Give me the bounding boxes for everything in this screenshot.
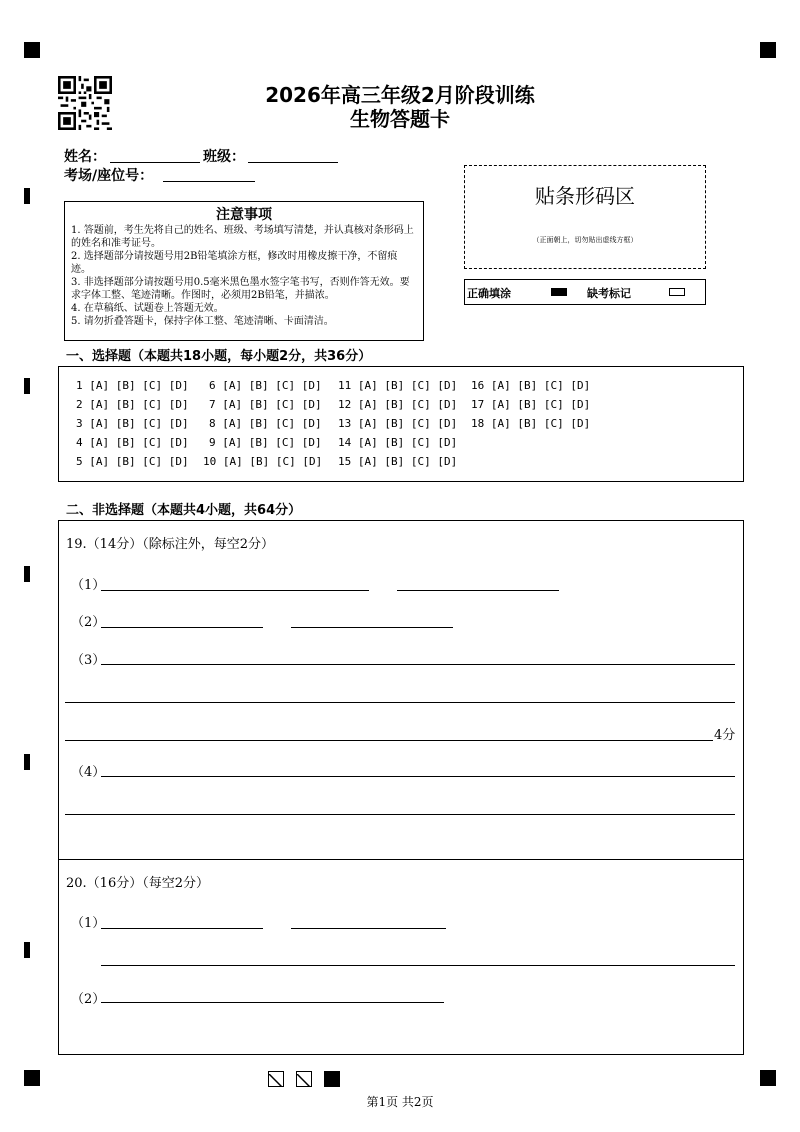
section2-heading: 二、非选择题（本题共4小题，共64分）	[66, 503, 302, 518]
page-subtitle: 生物答题卡	[350, 107, 450, 131]
q20-answer-box	[58, 859, 744, 1055]
alignment-mark-bottom-right	[760, 1070, 776, 1086]
q19-part3-label: （3）	[71, 653, 106, 668]
choice-question-row[interactable]: 10 [A] [B] [C] [D]	[203, 455, 323, 468]
timing-mark	[24, 754, 30, 770]
barcode-title: 贴条形码区	[535, 184, 635, 208]
absent-mark-label: 缺考标记	[587, 287, 631, 300]
hatched-box-icon	[296, 1071, 312, 1087]
choice-answer-area	[58, 366, 744, 482]
notice-title: 注意事项	[216, 207, 272, 223]
alignment-mark-top-right	[760, 42, 776, 58]
q19-part2-label: （2）	[71, 615, 106, 630]
answer-line[interactable]	[65, 814, 735, 815]
correct-fill-label: 正确填涂	[467, 287, 511, 300]
notice-item: 4. 在草稿纸、试题卷上答题无效。	[71, 303, 224, 314]
choice-question-row[interactable]: 1 [A] [B] [C] [D]	[76, 379, 189, 392]
answer-line[interactable]	[101, 776, 735, 777]
timing-mark	[24, 942, 30, 958]
hatched-box-icon	[268, 1071, 284, 1087]
notice-box	[64, 201, 424, 341]
filled-box-icon	[551, 288, 567, 296]
page-number: 第1页 共2页	[366, 1095, 434, 1109]
answer-line[interactable]	[101, 1002, 444, 1003]
class-label: 班级：	[203, 149, 245, 165]
choice-question-row[interactable]: 14 [A] [B] [C] [D]	[338, 436, 458, 449]
choice-question-row[interactable]: 7 [A] [B] [C] [D]	[209, 398, 322, 411]
section1-heading: 一、选择题（本题共18小题，每小题2分，共36分）	[66, 349, 372, 364]
page-title: 2026年高三年级2月阶段训练	[265, 83, 535, 107]
seat-field[interactable]	[163, 181, 255, 182]
choice-question-row[interactable]: 5 [A] [B] [C] [D]	[76, 455, 189, 468]
name-field[interactable]	[110, 162, 200, 163]
class-field[interactable]	[248, 162, 338, 163]
answer-line[interactable]	[65, 702, 735, 703]
fill-legend	[464, 279, 706, 305]
absent-mark-box[interactable]	[669, 288, 685, 296]
q19-points-note: 4分	[714, 728, 736, 743]
choice-question-row[interactable]: 15 [A] [B] [C] [D]	[338, 455, 458, 468]
notice-item: 5. 请勿折叠答题卡，保持字体工整、笔迹清晰、卡面清洁。	[71, 316, 334, 327]
q19-header: 19.（14分）（除标注外，每空2分）	[66, 537, 274, 552]
choice-question-row[interactable]: 12 [A] [B] [C] [D]	[338, 398, 458, 411]
answer-line[interactable]	[101, 928, 263, 929]
notice-item: 2. 选择题部分请按题号用2B铅笔填涂方框，修改时用橡皮擦干净，不留痕迹。	[71, 251, 398, 275]
choice-question-row[interactable]: 16 [A] [B] [C] [D]	[471, 379, 591, 392]
answer-line[interactable]	[101, 664, 735, 665]
answer-line[interactable]	[101, 590, 369, 591]
q19-part4-label: （4）	[71, 765, 106, 780]
timing-mark	[24, 188, 30, 204]
timing-mark	[24, 566, 30, 582]
answer-line[interactable]	[291, 627, 453, 628]
choice-question-row[interactable]: 9 [A] [B] [C] [D]	[209, 436, 322, 449]
alignment-mark-top-left	[24, 42, 40, 58]
q19-part1-label: （1）	[71, 578, 106, 593]
choice-question-row[interactable]: 13 [A] [B] [C] [D]	[338, 417, 458, 430]
q20-part2-label: （2）	[71, 992, 106, 1007]
choice-question-row[interactable]: 4 [A] [B] [C] [D]	[76, 436, 189, 449]
notice-item: 3. 非选择题部分请按题号用0.5毫米黑色墨水签字笔书写，否则作答无效。要求字体工整、笔迹清晰。作图时，必须用2B铅笔，并描浓。	[71, 277, 410, 301]
barcode-note: （正面朝上，切勿贴出虚线方框）	[532, 236, 638, 244]
choice-question-row[interactable]: 6 [A] [B] [C] [D]	[209, 379, 322, 392]
seat-label: 考场/座位号：	[64, 168, 154, 184]
answer-line[interactable]	[101, 627, 263, 628]
choice-question-row[interactable]: 3 [A] [B] [C] [D]	[76, 417, 189, 430]
alignment-mark-bottom-left	[24, 1070, 40, 1086]
q20-header: 20.（16分）（每空2分）	[66, 876, 209, 891]
name-label: 姓名：	[64, 149, 106, 165]
page-mark	[324, 1071, 340, 1087]
choice-question-row[interactable]: 11 [A] [B] [C] [D]	[338, 379, 458, 392]
answer-line[interactable]	[291, 928, 446, 929]
choice-question-row[interactable]: 17 [A] [B] [C] [D]	[471, 398, 591, 411]
choice-question-row[interactable]: 18 [A] [B] [C] [D]	[471, 417, 591, 430]
timing-mark	[24, 378, 30, 394]
answer-line[interactable]	[65, 740, 713, 741]
choice-question-row[interactable]: 2 [A] [B] [C] [D]	[76, 398, 189, 411]
q20-part1-label: （1）	[71, 916, 106, 931]
barcode-area	[464, 165, 706, 269]
q19-answer-box	[58, 520, 744, 860]
choice-question-row[interactable]: 8 [A] [B] [C] [D]	[209, 417, 322, 430]
notice-item: 1. 答题前，考生先将自己的姓名、班级、考场填写清楚，并认真核对条形码上的姓名和准考证号。	[71, 225, 414, 249]
answer-line[interactable]	[101, 965, 735, 966]
answer-line[interactable]	[397, 590, 559, 591]
